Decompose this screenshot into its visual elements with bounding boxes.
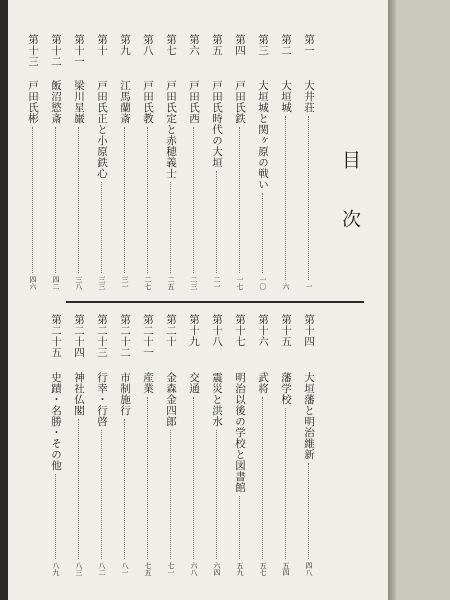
chapter-title: 飯沼慾斎 (50, 80, 62, 124)
dotted-leader (216, 171, 217, 273)
toc-entry (68, 314, 90, 576)
page-number: 八三 (75, 562, 83, 576)
toc-entry (275, 34, 297, 290)
dotted-leader (124, 127, 125, 273)
dotted-leader (239, 496, 240, 559)
dotted-leader (193, 127, 194, 273)
dotted-leader (55, 474, 56, 559)
chapter-title: 江馬蘭斎 (119, 80, 131, 124)
chapter-number: 第一 (303, 34, 315, 56)
chapter-number: 第二 (280, 34, 292, 56)
chapter-number: 第十九 (188, 314, 200, 347)
chapter-number: 第十二 (50, 34, 62, 67)
dotted-leader (285, 408, 286, 559)
toc-entry (252, 34, 274, 290)
toc-entry (114, 34, 136, 290)
page-number: 二三 (190, 276, 198, 290)
chapter-title: 戸田氏西 (188, 80, 200, 124)
chapter-number: 第四 (234, 34, 246, 56)
chapter-title: 藩学校 (280, 372, 292, 405)
page-number: 四二 (52, 276, 60, 290)
chapter-number: 第十三 (27, 34, 39, 67)
next-page-edge (396, 0, 450, 600)
page-number: 一〇 (259, 276, 267, 290)
page-number: 五九 (236, 562, 244, 576)
dotted-leader (78, 419, 79, 559)
page-number: 二五 (167, 276, 175, 290)
chapter-title: 金森金四郎 (165, 372, 177, 427)
chapter-number: 第六 (188, 34, 200, 56)
page-number: 七五 (144, 562, 152, 576)
chapter-number: 第十五 (280, 314, 292, 347)
chapter-title: 戸田氏定と赤穂義士 (165, 80, 177, 179)
chapter-title: 交通 (188, 372, 200, 394)
chapter-title: 大垣城と関ヶ原の戦い (257, 80, 269, 190)
toc-heading: 目次 (339, 150, 361, 268)
dotted-leader (55, 127, 56, 273)
page-number: 八二 (98, 562, 106, 576)
dotted-leader (147, 127, 148, 273)
chapter-title: 武将 (257, 372, 269, 394)
page-number: 五七 (259, 562, 267, 576)
page-number: 四八 (305, 562, 313, 576)
book-page (8, 0, 396, 600)
chapter-title: 戸田氏正と小原鉄心 (96, 80, 108, 179)
dotted-leader (101, 430, 102, 559)
dotted-leader (239, 127, 240, 273)
toc-entry (68, 34, 90, 290)
chapter-number: 第二十二 (119, 314, 131, 358)
dotted-leader (193, 397, 194, 559)
toc-entry (183, 34, 205, 290)
dotted-leader (262, 397, 263, 559)
toc-entry (22, 34, 44, 290)
page-number: 一 (305, 283, 313, 290)
toc-entry (137, 314, 159, 576)
page-number: 一七 (236, 276, 244, 290)
toc-entry (275, 314, 297, 576)
chapter-number: 第七 (165, 34, 177, 56)
chapter-number: 第十八 (211, 314, 223, 347)
page-number: 二一 (213, 276, 221, 290)
chapter-number: 第九 (119, 34, 131, 56)
chapter-number: 第二十三 (96, 314, 108, 358)
chapter-title: 市制施行 (119, 372, 131, 416)
toc-entry (183, 314, 205, 576)
chapter-title: 戸田氏鉄 (234, 80, 246, 124)
toc-entry (206, 34, 228, 290)
chapter-number: 第十六 (257, 314, 269, 347)
toc-entry (298, 34, 320, 290)
chapter-number: 第二十四 (73, 314, 85, 358)
chapter-number: 第二十一 (142, 314, 154, 358)
chapter-title: 神社仏閣 (73, 372, 85, 416)
chapter-title: 明治以後の学校と図書館 (234, 372, 246, 493)
dotted-leader (262, 193, 263, 273)
toc-entry (160, 314, 182, 576)
page-number: 六八 (190, 562, 198, 576)
dotted-leader (308, 116, 309, 280)
chapter-title: 行幸・行啓 (96, 372, 108, 427)
dotted-leader (170, 182, 171, 273)
toc-entry (91, 34, 113, 290)
toc-entry (229, 314, 251, 576)
chapter-number: 第二十五 (50, 314, 62, 358)
chapter-title: 梁川星巌 (73, 80, 85, 124)
toc-entry (45, 314, 67, 576)
chapter-number: 第十一 (73, 34, 85, 67)
dotted-leader (170, 430, 171, 559)
section-divider (66, 301, 364, 303)
page-number: 三三 (98, 276, 106, 290)
page-number: 六四 (213, 562, 221, 576)
dotted-leader (78, 127, 79, 273)
dotted-leader (216, 430, 217, 559)
dotted-leader (101, 182, 102, 273)
toc-entry (160, 34, 182, 290)
chapter-title: 史蹟・名勝・その他 (50, 372, 62, 471)
page-number: 四六 (29, 276, 37, 290)
page-number: 二七 (144, 276, 152, 290)
dotted-leader (147, 397, 148, 559)
page-number: 七一 (167, 562, 175, 576)
chapter-number: 第五 (211, 34, 223, 56)
chapter-number: 第三 (257, 34, 269, 56)
dotted-leader (285, 116, 286, 280)
toc-entry (91, 314, 113, 576)
chapter-title: 大垣藩と明治維新 (303, 372, 315, 460)
chapter-number: 第八 (142, 34, 154, 56)
dotted-leader (124, 419, 125, 559)
dotted-leader (32, 127, 33, 273)
chapter-number: 第二十 (165, 314, 177, 347)
chapter-title: 戸田氏時代の大垣 (211, 80, 223, 168)
chapter-title: 戸田氏教 (142, 80, 154, 124)
chapter-title: 戸田氏彬 (27, 80, 39, 124)
page-number: 八九 (52, 562, 60, 576)
toc-entry (298, 314, 320, 576)
chapter-number: 第十四 (303, 314, 315, 347)
page-number: 三一 (121, 276, 129, 290)
chapter-title: 大井荘 (303, 80, 315, 113)
page-number: 六 (282, 283, 290, 290)
chapter-title: 震災と洪水 (211, 372, 223, 427)
toc-entry (252, 314, 274, 576)
toc-entry (229, 34, 251, 290)
page-number: 三八 (75, 276, 83, 290)
toc-entry (137, 34, 159, 290)
chapter-title: 産業 (142, 372, 154, 394)
page-number: 八一 (121, 562, 129, 576)
toc-entry (114, 314, 136, 576)
chapter-title: 大垣城 (280, 80, 292, 113)
chapter-number: 第十七 (234, 314, 246, 347)
page-number: 五四 (282, 562, 290, 576)
chapter-number: 第十 (96, 34, 108, 56)
dotted-leader (308, 463, 309, 559)
toc-entry (206, 314, 228, 576)
toc-entry (45, 34, 67, 290)
